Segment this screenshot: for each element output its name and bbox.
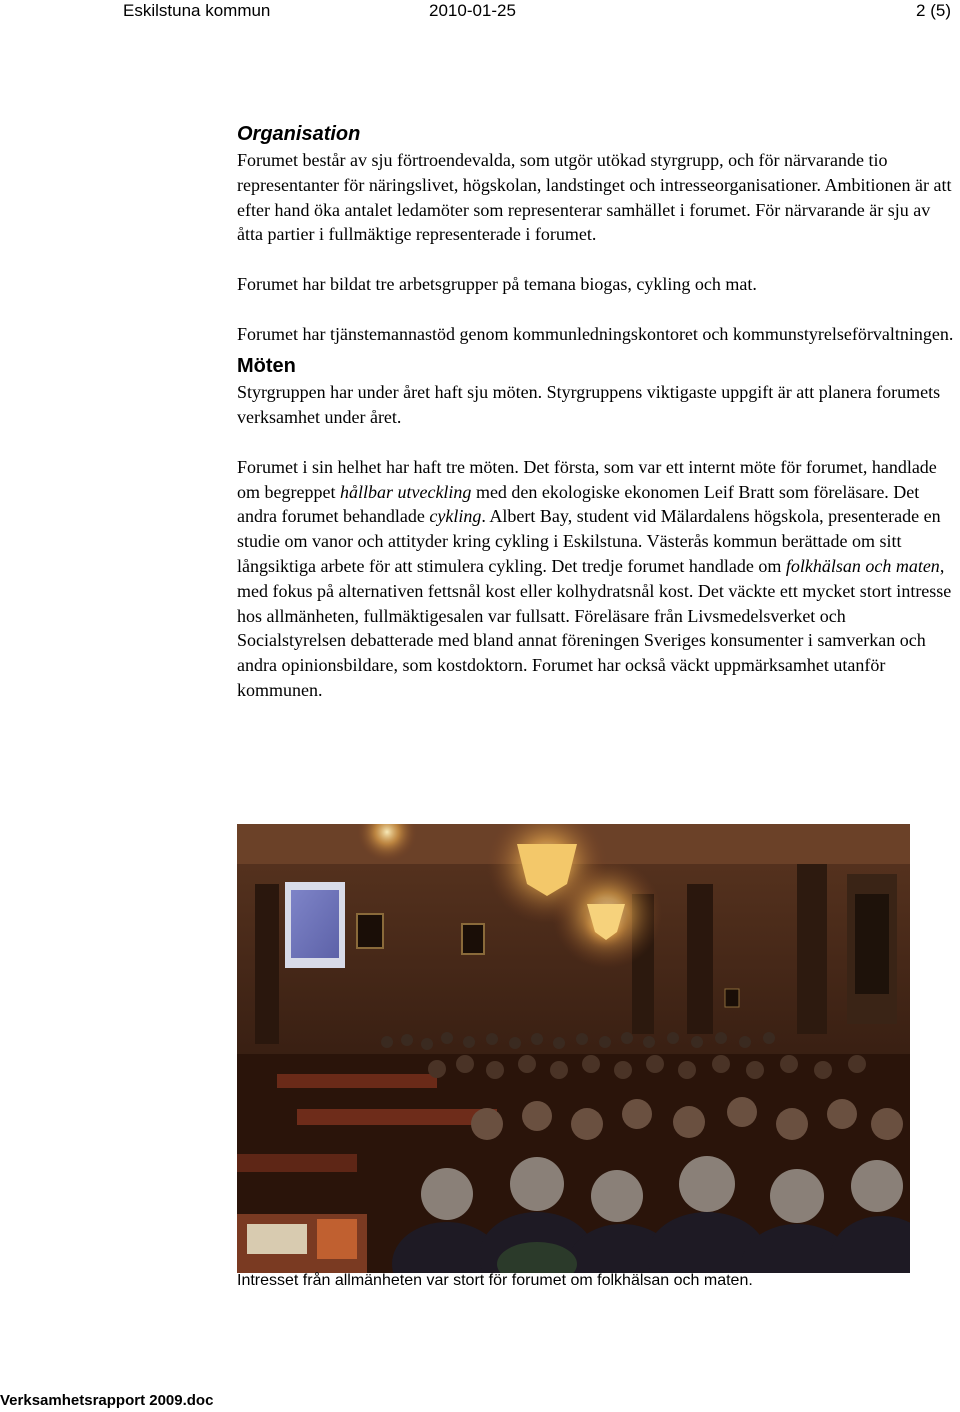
paragraph-moten-1: Styrgruppen har under året haft sju möten. Styrgruppens viktigaste uppgift är att planera forumets verksamhet under året. [237,382,941,428]
header-date: 2010-01-25 [429,1,516,20]
emphasis-hallbar-utveckling: hållbar utveckling [339,481,472,502]
footer-filename: Verksamhetsrapport 2009.doc [0,1392,214,1409]
paragraph-moten-2 [237,455,959,703]
photo-caption: Intresset från allmänheten var stort för forumet om folkhälsan och maten. [237,1272,753,1289]
emphasis-folkhalsan-och-maten: folkhälsan och maten [785,555,940,576]
paragraph-organisation-2: Forumet har bildat tre arbetsgrupper på temana biogas, cykling och mat. [237,273,757,294]
header-page-number: 2 (5) [916,1,951,20]
text-run: . Albert Bay, student vid Mälardalens högskola, presenterade en studie om vanor och attityder kring cykling i Eskilstuna. Västerås kommun berättade om sitt långsiktiga arbete för att stimulera cykling. Det tredje forumet handlade om [237,506,941,576]
document-body [237,120,959,703]
header-organization: Eskilstuna kommun [123,1,271,20]
text-run: med den ekologiske ekonomen Leif Bratt som föreläsare. Det andra forumet behandlade [237,481,920,527]
heading-moten: Möten [237,355,296,378]
paragraph-organisation-1: Forumet består av sju förtroendevalda, som utgör utökad styrgrupp, och för närvarande tio representanter för näringslivet, högskolan, landstinget och intresseorganisationer. Ambitionen är att efter hand öka antalet ledamöter som representerar samhället i forumet. För närvarande är sju av åtta partier i fullmäktige representerade i forumet. [237,150,952,245]
heading-organisation: Organisation [237,123,361,145]
text-run: Forumet i sin helhet har haft tre möten. Det första, som var ett internt möte för forumet, handlade om begreppet [237,456,937,502]
paragraph-organisation-3: Forumet har tjänstemannastöd genom kommunledningskontoret och kommunstyrelseförvaltningen. [237,323,954,344]
emphasis-cykling: cykling [429,506,482,527]
text-run: , med fokus på alternativen fettsnål kost eller kolhydratsnål kost. Det väckte ett mycket stort intresse hos allmänheten, fullmäktigesalen var fullsatt. Föreläsare från Livsmedelsverket och Socialstyrelsen debatterade med bland annat föreningen Sveriges konsumenter i samverkan och andra opinionsbildare, som kostdoktorn. Forumet har också väckt uppmärksamhet utanför kommunen. [237,555,952,700]
audience-photo [237,824,910,1273]
page-header [0,0,960,26]
